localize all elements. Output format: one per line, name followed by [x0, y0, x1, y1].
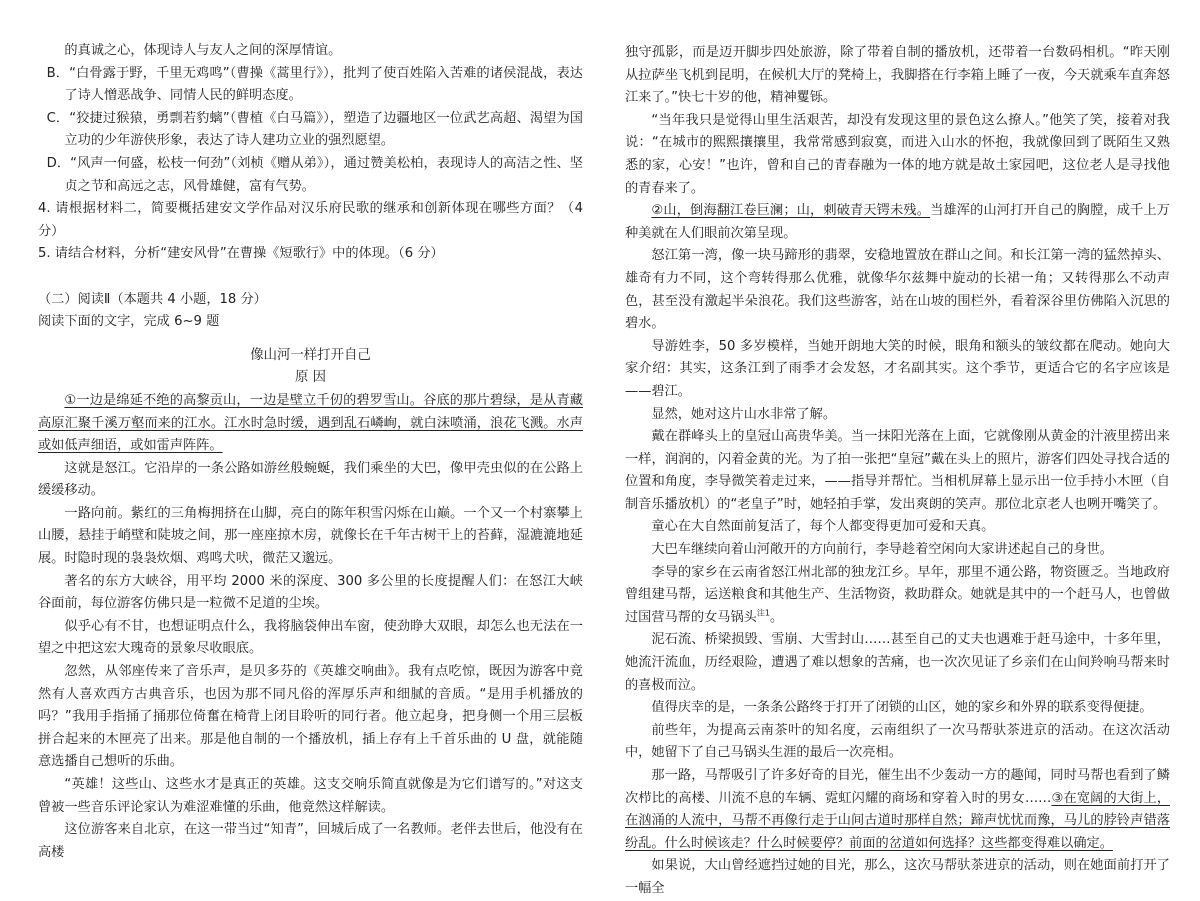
article-paragraph-2 [625, 200, 1170, 245]
option-b: B．“白骨露于野，千里无鸡鸣”（曹操《蒿里行》），批判了使百姓陷入苦难的诸侯混战，表达了诗人憎恶战争、同情人民的鲜明态度。 [46, 65, 583, 104]
spacer [38, 266, 583, 289]
section-title: （二）阅读Ⅱ（本题共 4 小题，18 分） [38, 291, 267, 307]
article-author: 原 因 [294, 370, 327, 386]
article-paragraph [625, 562, 1170, 630]
article-paragraph: 忽然，从邻座传来了音乐声，是贝多芬的《英雄交响曲》。我有点吃惊，既因为游客中竟然有人喜欢西方古典音乐，也因为那不同凡俗的浑厚乐声和细腻的音质。“是用手机播放的吗？”我用手指捅了捅那位倚奮在椅背上闭目聆听的同行者。他立起身，把身侧一个用三层板拼合起来的木匣亮了出来。那是他自制的一个播放机，插上存有上千首乐曲的 U 盘，就能随意选播自己想听的乐曲。 [38, 664, 583, 770]
reading-instruction: 阅读下面的文字，完成 6~9 题 [38, 314, 220, 330]
footnote-marker: 注1 [756, 608, 770, 618]
article-paragraph: 如果说，大山曾经遮挡过她的目光，那么，这次马帮驮茶进京的活动，则在她面前打开了一幅全 [625, 858, 1170, 896]
option-c: C．“狡捷过猴猿，勇剽若豹螭”（曹植《白马篇》），塑造了边疆地区一位武艺高超、渴望为国立功的少年游侠形象，表达了诗人建功立业的强烈愿望。 [46, 110, 583, 149]
option-d: D．“风声一何盛，松枝一何劲”（刘桢《赠从弟》），通过赞美松柏，表现诗人的高洁之性、坚贞之节和高远之志，风骨雄健，富有气势。 [46, 155, 583, 194]
article-paragraph: 戴在群峰头上的皇冠山高贵华美。当一抹阳光落在上面，它就像刚从黄金的汁液里捞出来一样，润润的，闪着金黄的光。为了拍一张把“皇冠”戴在头上的照片，游客们四处寻找合适的位置和角度，李导微笑着走过来，——指导并帮忙。当相机屏幕上显示出一位手持小木匣（自制音乐播放机）的“老皇子”时，她轻拍手掌，发出爽朗的笑声。那位北京老人也咧开嘴笑了。 [625, 429, 1170, 512]
article-paragraph: 这位游客来自北京，在这一带当过“知青”，回城后成了一名教师。老伴去世后，他没有在高楼 [38, 822, 583, 860]
article-paragraph: “当年我只是觉得山里生活艰苦，却没有发现这里的景色这么撩人。”他笑了笑，接着对我说：“在城市的熙熙攘攘里，我常常感到寂寞，而进入山水的怀抱，我就像回到了既陌生又熟悉的家，心安！”也许，曾和自己的青春融为一体的地方就是故土家园吧，这位老人是寻找他的青春来了。 [625, 112, 1170, 196]
spacer [38, 334, 583, 345]
question-4: 4. 请根据材料二，简要概括建安文学作品对汉乐府民歌的继承和创新体现在哪些方面？（4 分） [38, 201, 583, 239]
article-paragraph: 显然，她对这片山水非常了解。 [651, 406, 837, 422]
article-paragraph: 一路向前。紫红的三角梅拥挤在山脚，亮白的陈年积雪闪烁在山巅。一个又一个村寨攀上山腰，悬挂于峭壁和陡坡之间，那一座座掠木房，就像长在千年古树干上的苔藓，湿漉漉地延展。时隐时现的袅袅炊烟、鸡鸣犬吠，微茫又邈远。 [38, 505, 583, 567]
paragraph-text: 李导的家乡在云南省怒江州北部的独龙江乡。早年，那里不通公路，物资匮乏。当地政府曾组建马帮，运送粮食和其他生产、生活物资，救助群众。她就是其中的一个赶马人，也曾做过国营马帮的女马锅头 [625, 564, 1170, 625]
article-paragraph: 导游姓李，50 多岁模样，当她开朗地大笑的时候，眼角和额头的皱纹都在爬动。她向大家介绍：其实，这条江到了雨季才会发怒，才名副其实。这个季节，更适合它的名字应该是——碧江。 [625, 338, 1170, 399]
article-paragraph: 前些年，为提高云南茶叶的知名度，云南组织了一次马帮驮茶进京的活动。在这次活动中，她留下了自己马锅头生涯的最后一次亮相。 [625, 722, 1170, 761]
paragraph-text: 当雄浑的山河打开自己的胸膛，成千上万种美就在人们眼前次第呈现。 [625, 203, 1170, 241]
underlined-sentence-3: ③在宽阔的大街上，在汹涌的人流中，马帮不再像行走于山间古道时那样自然；蹄声忧忧而豫，马儿的脖铃声错落纷乱。什么时候该走？什么时候要停？前面的岔道如何选择？这些都变得难以确定。 [625, 790, 1171, 851]
article-paragraph: 这就是怒江。它沿岸的一条公路如游丝般蜿蜒，我们乘坐的大巴，像甲壳虫似的在公路上缓缓移动。 [38, 460, 583, 499]
article-paragraph: 泥石流、桥梁损毁、雪崩、大雪封山……甚至自己的丈夫也遇难于赶马途中，十多年里，她流汗流血，历经艰险，遭遇了难以想象的苦痛，也一次次见证了乡亲们在山间羚响马帮来时的喜极而泣。 [625, 632, 1170, 693]
right-column [625, 42, 1170, 901]
article-title: 像山河一样打开自己 [250, 347, 371, 363]
paragraph-text: 。 [769, 609, 784, 625]
left-column [38, 40, 583, 864]
article-paragraph: 大巴车继续向着山河敞开的方向前行，李导趁着空闲向大家讲述起自己的身世。 [651, 542, 1113, 558]
article-paragraph-3 [625, 765, 1170, 855]
article-paragraph: “英雄！这些山、这些水才是真正的英雄。这支交响乐简直就像是为它们谱写的。”对这支曾被一些音乐评论家认为难涩难懂的乐曲，他竟然这样解读。 [38, 777, 583, 815]
option-a-tail: 的真诚之心，体现诗人与友人之间的深厚情谊。 [64, 43, 342, 58]
question-5: 5. 请结合材料，分析“建安风骨”在曹操《短歌行》中的体现。（6 分） [38, 246, 444, 262]
article-paragraph-1: ①一边是绵延不绝的高黎贡山，一边是壁立千仞的碧罗雪山。谷底的那片碧绿，是从青藏高原汇聚千溪万壑而来的江水。江水时急时缓，遇到乱石嶙峋，就白沫喷涌，浪花飞溅。水声或如低声细语，或如雷声阵阵。 [38, 392, 583, 454]
article-paragraph: 似乎心有不甘，也想证明点什么，我将脑袋伸出车窗，使劲睁大双眼，却怎么也无法在一望之中把这宏大瑰奇的景象尽收眼底。 [38, 618, 583, 657]
article-paragraph: 独守孤影，而是迈开脚步四处旅游，除了带着自制的播放机，还带着一台数码相机。“昨天刚从拉萨坐飞机到昆明，在候机大厅的凳椅上，我脚搭在行李箱上睡了一夜，今天就乘车直奔怒江来了。”快七十岁的他，精神矍铄。 [625, 45, 1170, 106]
underlined-sentence-2: ②山，倒海翻江卷巨澜；山，刺破青天锷未残。 [651, 203, 931, 219]
paragraph-text: 那一路，马帮吸引了许多好奇的目光，催生出不少轰动一方的趣闻，同时马帮也看到了鳞次栉比的高楼、川流不息的车辆、霓虹闪耀的商场和穿着入时的男女…… [625, 768, 1170, 806]
article-paragraph: 著名的东方大峡谷，用平均 2000 米的深度、300 多公里的长度提醒人们：在怒江大峡谷面前，每位游客仿佛只是一粒微不足道的尘埃。 [38, 573, 583, 612]
article-paragraph: 童心在大自然面前复活了，每个人都变得更加可爱和天真。 [651, 519, 995, 535]
article-paragraph: 值得庆幸的是，一条条公路终于打开了闭锁的山区，她的家乡和外界的联系变得便捷。 [651, 700, 1153, 716]
article-paragraph: 怒江第一湾，像一块马蹄形的翡翠，安稳地置放在群山之间。和长江第一湾的猛然掉头、雄奇有力不同，这个弯转得那么优雅，就像华尔兹舞中旋动的长裙一角；又转得那么不动声色，甚至没有激起半朵浪花。我们这些游客，站在山坡的围栏外，看着深谷里仿佛陷入沉思的碧水。 [625, 248, 1170, 332]
